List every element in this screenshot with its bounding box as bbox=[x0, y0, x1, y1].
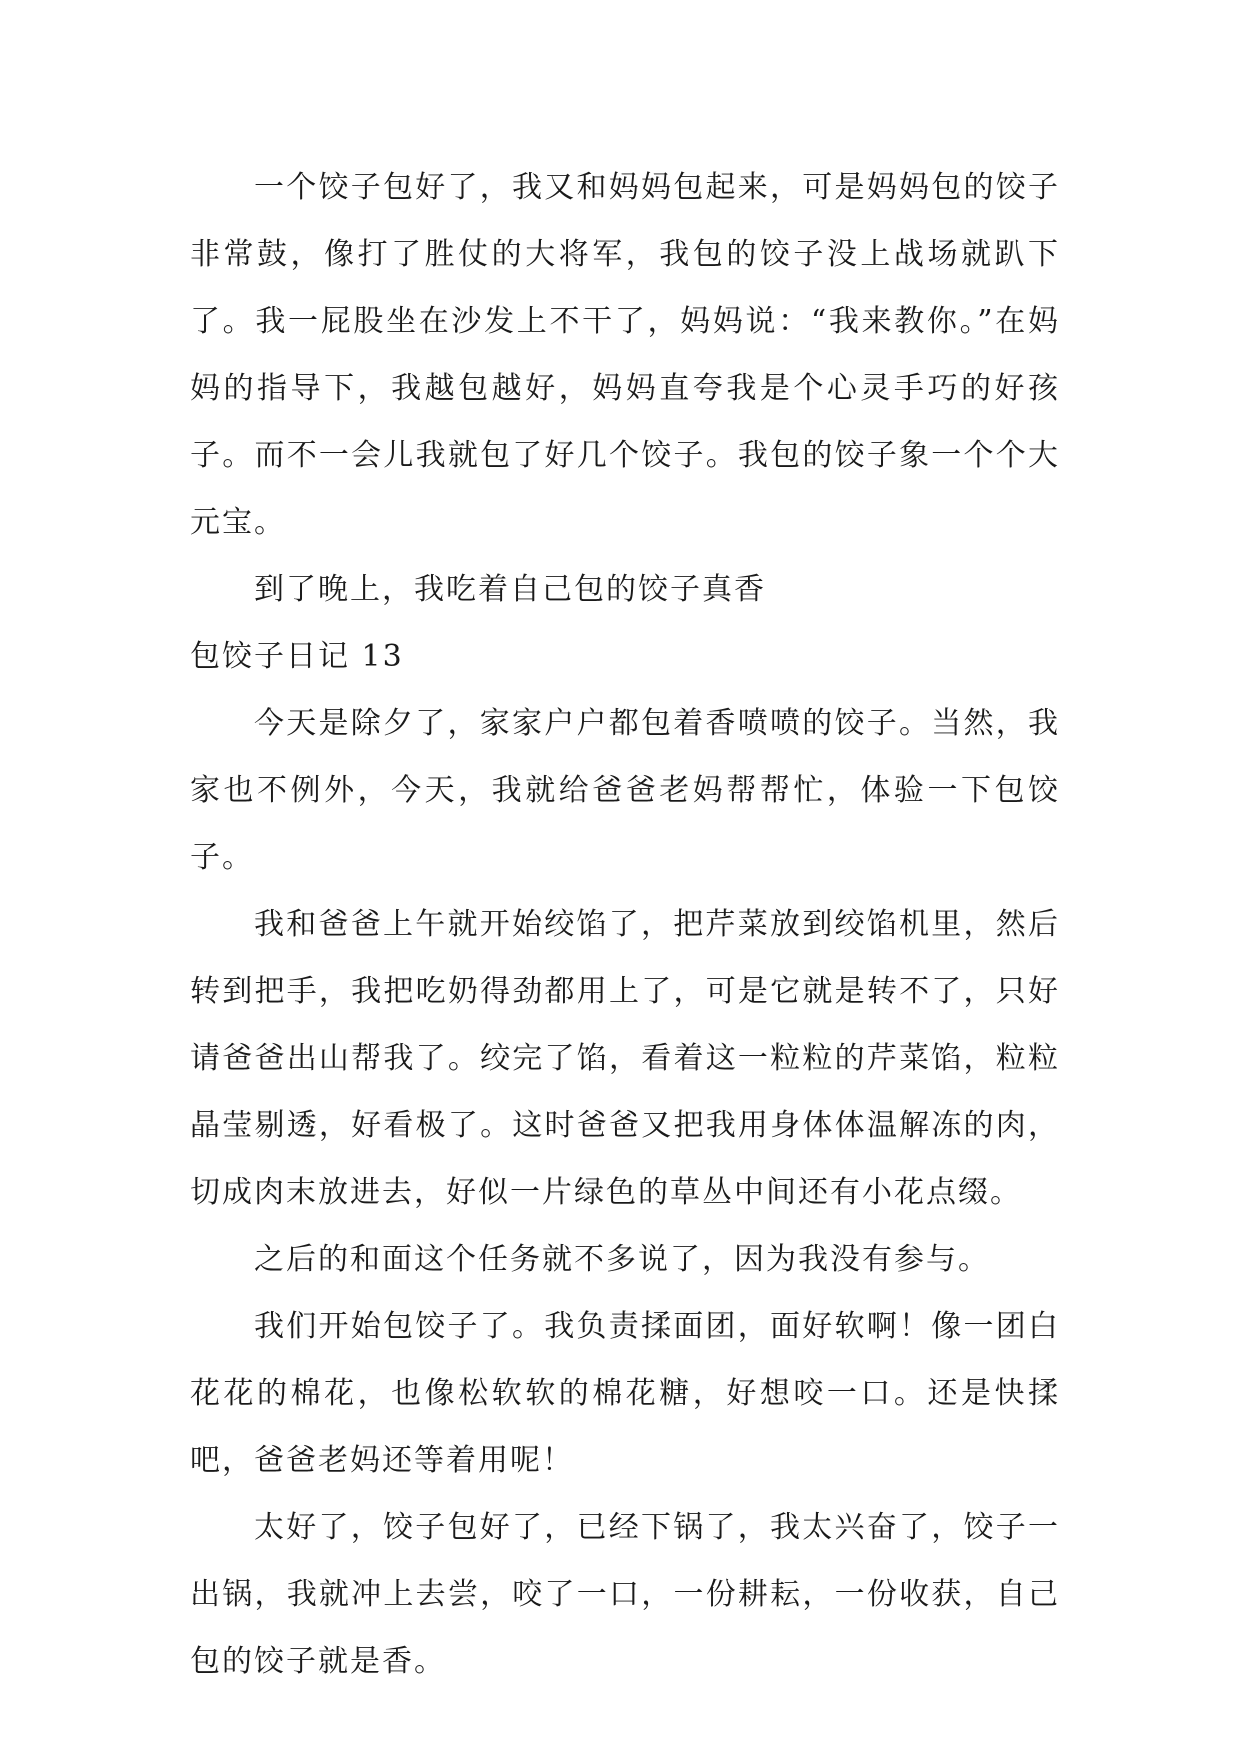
paragraph: 我们开始包饺子了。我负责揉面团，面好软啊！像一团白花花的棉花，也像松软软的棉花糖，好想咬一口。还是快揉吧，爸爸老妈还等着用呢！ bbox=[190, 1309, 1060, 1478]
paragraph: 太好了，饺子包好了，已经下锅了，我太兴奋了，饺子一出锅，我就冲上去尝，咬了一口，一份耕耘，一份收获，自己包的饺子就是香。 bbox=[190, 1510, 1060, 1679]
paragraph: 之后的和面这个任务就不多说了，因为我没有参与。 bbox=[254, 1242, 990, 1277]
document-body bbox=[190, 154, 1060, 1695]
paragraph: 到了晚上，我吃着自己包的饺子真香 bbox=[254, 572, 766, 607]
paragraph: 一个饺子包好了，我又和妈妈包起来，可是妈妈包的饺子非常鼓，像打了胜仗的大将军，我包的饺子没上战场就趴下了。我一屁股坐在沙发上不干了，妈妈说：“我来教你。”在妈妈的指导下，我越包越好，妈妈直夸我是个心灵手巧的好孩子。而不一会儿我就包了好几个饺子。我包的饺子象一个个大元宝。 bbox=[190, 170, 1060, 540]
paragraph: 我和爸爸上午就开始绞馅了，把芹菜放到绞馅机里，然后转到把手，我把吃奶得劲都用上了，可是它就是转不了，只好请爸爸出山帮我了。绞完了馅，看着这一粒粒的芹菜馅，粒粒晶莹剔透，好看极了。这时爸爸又把我用身体体温解冻的肉，切成肉末放进去，好似一片绿色的草丛中间还有小花点缀。 bbox=[190, 907, 1060, 1210]
paragraph: 今天是除夕了，家家户户都包着香喷喷的饺子。当然，我家也不例外，今天，我就给爸爸老妈帮帮忙，体验一下包饺子。 bbox=[190, 706, 1060, 875]
section-title: 包饺子日记 13 bbox=[190, 639, 404, 674]
